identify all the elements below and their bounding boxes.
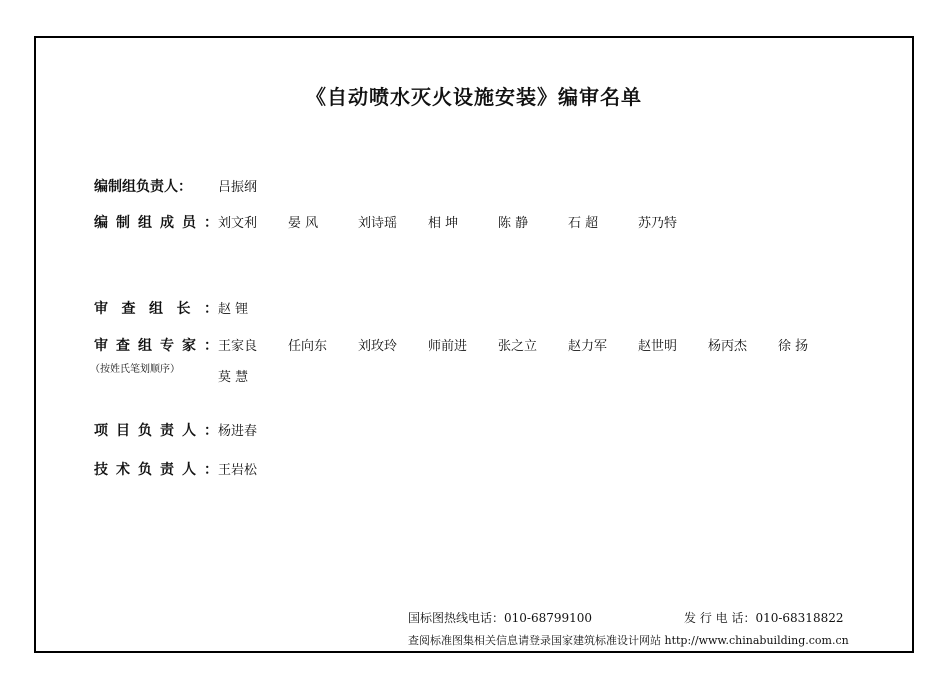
person-name: 刘文利 xyxy=(218,216,258,231)
ordering-note: （按姓氏笔划顺序） xyxy=(90,364,180,375)
person-name: 陈 静 xyxy=(498,216,529,231)
row-compile-lead xyxy=(94,176,858,196)
person-name: 赵力军 xyxy=(568,339,608,354)
names-review-head xyxy=(218,298,858,317)
label-compile-lead: 编制组负责人： xyxy=(94,179,192,195)
footer-phones xyxy=(408,609,843,626)
person-name: 石 超 xyxy=(568,216,599,231)
person-name: 刘玫玲 xyxy=(358,339,398,354)
website-note: 查阅标准图集相关信息请登录国家建筑标准设计网站 http://www.chinabuilding.com.cn xyxy=(408,634,849,647)
row-project-lead xyxy=(94,420,858,440)
label-project-lead: 项 目 负 责 人 ： xyxy=(94,423,218,439)
names-compile-lead xyxy=(218,176,858,195)
label-review-experts: 审 查 组 专 家 ： xyxy=(94,338,218,354)
person-name: 莫 慧 xyxy=(218,370,249,385)
person-name: 赵世明 xyxy=(638,339,678,354)
person-name: 赵 锂 xyxy=(218,302,249,317)
document-title: 《自动喷水灭火设施安装》编审名单 xyxy=(306,85,642,109)
person-name: 任向东 xyxy=(288,339,328,354)
row-compile-members xyxy=(94,212,858,232)
names-tech-lead xyxy=(218,459,858,478)
person-name: 相 坤 xyxy=(428,216,459,231)
person-name: 杨丙杰 xyxy=(708,339,748,354)
hotline-text: 国标图热线电话：010-68799100 xyxy=(408,611,593,625)
names-project-lead xyxy=(218,420,858,439)
label-tech-lead: 技 术 负 责 人 ： xyxy=(94,462,218,478)
row-review-experts xyxy=(94,335,858,385)
person-name: 晏 风 xyxy=(288,216,319,231)
document-frame xyxy=(34,36,914,653)
names-review-experts xyxy=(218,335,858,385)
label-compile-members: 编 制 组 成 员 ： xyxy=(94,215,218,231)
person-name: 吕振纲 xyxy=(218,180,258,195)
row-tech-lead xyxy=(94,459,858,479)
person-name: 杨进春 xyxy=(218,424,258,439)
person-name: 徐 扬 xyxy=(778,339,809,354)
publisher-phone-text: 发 行 电 话：010-68318822 xyxy=(684,611,844,625)
person-name: 师前进 xyxy=(428,339,468,354)
names-compile-members xyxy=(218,212,858,231)
person-name: 张之立 xyxy=(498,339,538,354)
row-review-head xyxy=(94,298,858,318)
person-name: 王家良 xyxy=(218,339,258,354)
person-name: 王岩松 xyxy=(218,463,258,478)
person-name: 苏乃特 xyxy=(638,216,678,231)
label-review-head: 审 查 组 长 ： xyxy=(94,301,218,317)
person-name: 刘诗瑶 xyxy=(358,216,398,231)
